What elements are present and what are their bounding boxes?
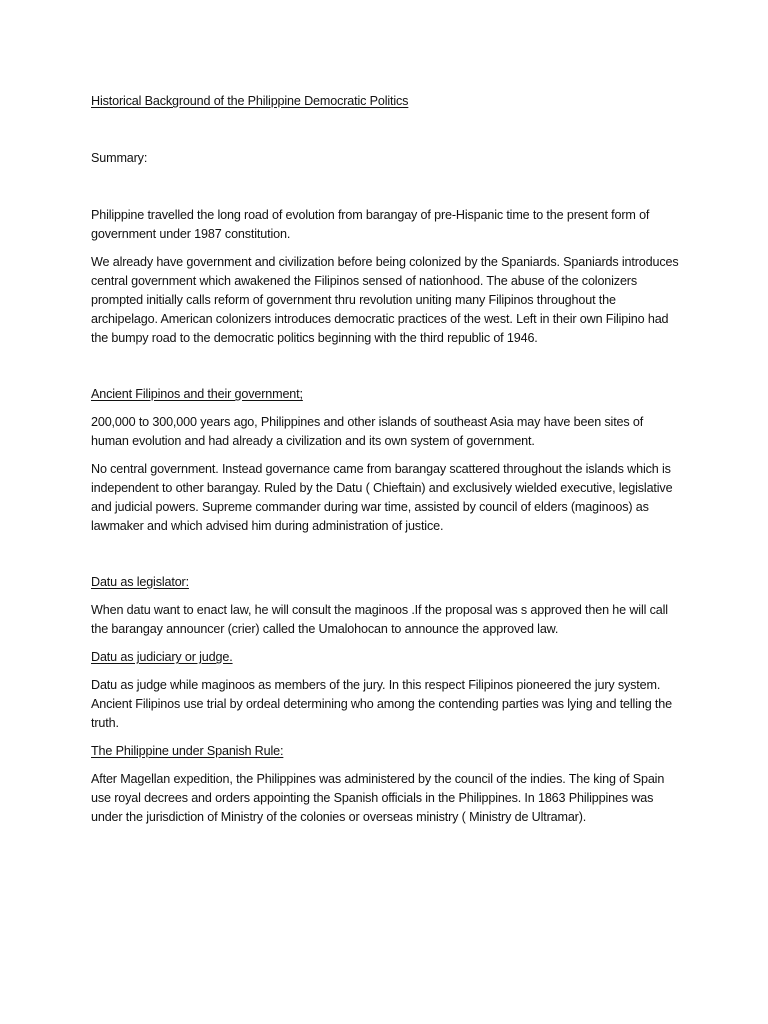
spanish-rule-paragraph: After Magellan expedition, the Philippines was administered by the council of the indies. The king of Spain use royal decrees and orders appointing the Spanish officials in the Philippines. In 1863 Philippines was under the jurisdiction of Ministry of the colonies or overseas ministry ( Ministry de Ultramar). — [91, 772, 665, 824]
section-heading-spanish-rule: The Philippine under Spanish Rule: — [91, 744, 284, 758]
section-heading-datu-legislator: Datu as legislator: — [91, 575, 189, 589]
document-body — [91, 92, 681, 836]
intro-paragraph-1: Philippine travelled the long road of evolution from barangay of pre-Hispanic time to the present form of government under 1987 constitution. — [91, 208, 650, 241]
ancient-paragraph-2: No central government. Instead governance came from barangay scattered throughout the islands which is independent to other barangay. Ruled by the Datu ( Chieftain) and exclusively wielded executive, legislative and judicial powers. Supreme commander during war time, assisted by council of elders (maginoos) as lawmaker and which advised him during administration of justice. — [91, 462, 673, 533]
ancient-paragraph-1: 200,000 to 300,000 years ago, Philippines and other islands of southeast Asia may have been sites of human evolution and had already a civilization and its own system of government. — [91, 415, 644, 448]
intro-paragraph-2: We already have government and civilization before being colonized by the Spaniards. Spaniards introduces central government which awakened the Filipinos sensed of nationhood. The abuse of the colonizers prompted initially calls reform of government thru revolution uniting many Filipinos throughout the archipelago. American colonizers introduces democratic practices of the west. Left in their own Filipino had the bumpy road to the democratic politics beginning with the third republic of 1946. — [91, 255, 679, 345]
section-heading-ancient-filipinos: Ancient Filipinos and their government; — [91, 387, 303, 401]
summary-label: Summary: — [91, 151, 148, 165]
judge-paragraph: Datu as judge while maginoos as members of the jury. In this respect Filipinos pioneered the jury system. Ancient Filipinos use trial by ordeal determining who among the contending parties was lying and telling the truth. — [91, 678, 672, 730]
section-heading-datu-judge: Datu as judiciary or judge. — [91, 650, 233, 664]
legislator-paragraph: When datu want to enact law, he will consult the maginoos .If the proposal was s approved then he will call the barangay announcer (crier) called the Umalohocan to announce the approved law. — [91, 603, 668, 636]
document-title: Historical Background of the Philippine Democratic Politics — [91, 94, 409, 108]
